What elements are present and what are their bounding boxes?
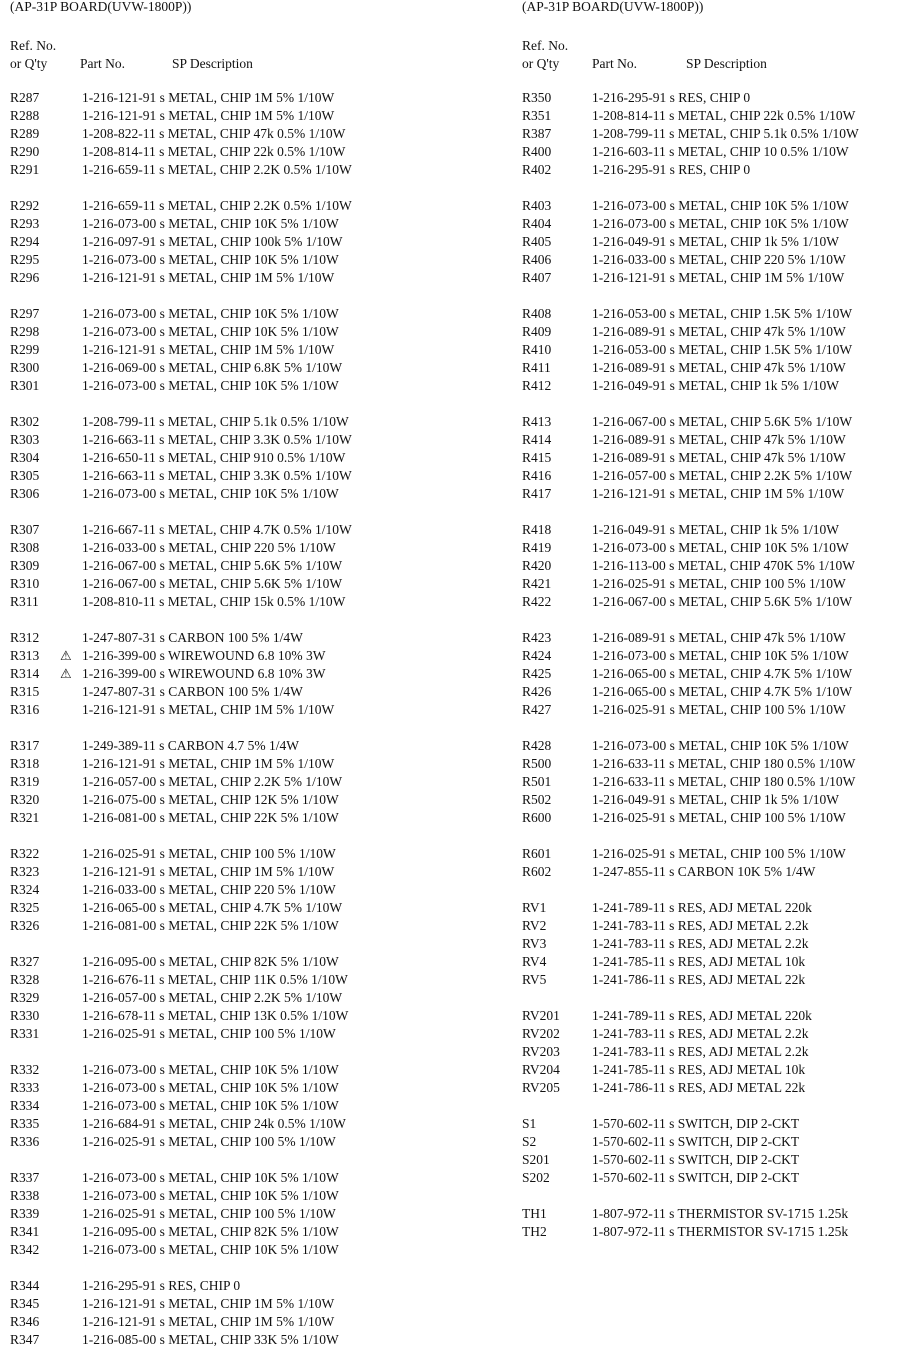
- part-description: 1-216-121-91 s METAL, CHIP 1M 5% 1/10W: [82, 342, 335, 357]
- ref-no: R295: [10, 252, 40, 267]
- part-description: 1-216-075-00 s METAL, CHIP 12K 5% 1/10W: [82, 792, 339, 807]
- ref-no: R350: [522, 90, 552, 105]
- ref-no: R405: [522, 234, 552, 249]
- part-description: 1-216-663-11 s METAL, CHIP 3.3K 0.5% 1/10W: [82, 432, 352, 447]
- part-description: 1-216-081-00 s METAL, CHIP 22K 5% 1/10W: [82, 810, 339, 825]
- ref-no: R306: [10, 486, 40, 501]
- ref-no: R327: [10, 954, 40, 969]
- part-description: 1-216-073-00 s METAL, CHIP 10K 5% 1/10W: [82, 216, 339, 231]
- part-description: 1-216-073-00 s METAL, CHIP 10K 5% 1/10W: [82, 486, 339, 501]
- ref-no: R313: [10, 648, 40, 663]
- ref-no: R326: [10, 918, 40, 933]
- ref-no: R408: [522, 306, 552, 321]
- part-description: 1-216-025-91 s METAL, CHIP 100 5% 1/10W: [82, 1134, 336, 1149]
- sp-description-header: SP Description: [686, 55, 767, 71]
- part-description: 1-216-089-91 s METAL, CHIP 47k 5% 1/10W: [592, 450, 846, 465]
- ref-no: R419: [522, 540, 552, 555]
- part-description: 1-216-073-00 s METAL, CHIP 10K 5% 1/10W: [82, 1062, 339, 1077]
- ref-no: R302: [10, 414, 40, 429]
- ref-no: R311: [10, 594, 39, 609]
- ref-no: R301: [10, 378, 40, 393]
- ref-no: R331: [10, 1026, 40, 1041]
- ref-no: R297: [10, 306, 40, 321]
- ref-no: R309: [10, 558, 40, 573]
- part-description: 1-241-785-11 s RES, ADJ METAL 10k: [592, 954, 806, 969]
- part-description: 1-216-295-91 s RES, CHIP 0: [592, 162, 751, 177]
- part-description: 1-216-089-91 s METAL, CHIP 47k 5% 1/10W: [592, 360, 846, 375]
- part-description: 1-216-053-00 s METAL, CHIP 1.5K 5% 1/10W: [592, 306, 853, 321]
- ref-no: R502: [522, 792, 552, 807]
- part-description: 1-216-121-91 s METAL, CHIP 1M 5% 1/10W: [82, 702, 335, 717]
- ref-no: R418: [522, 522, 552, 537]
- ref-no: R316: [10, 702, 40, 717]
- part-description: 1-216-121-91 s METAL, CHIP 1M 5% 1/10W: [82, 270, 335, 285]
- ref-no: S1: [522, 1116, 537, 1131]
- ref-no: R406: [522, 252, 552, 267]
- ref-no: R317: [10, 738, 40, 753]
- part-description: 1-241-789-11 s RES, ADJ METAL 220k: [592, 1008, 812, 1023]
- part-description: 1-216-065-00 s METAL, CHIP 4.7K 5% 1/10W: [592, 684, 853, 699]
- ref-no: R428: [522, 738, 552, 753]
- ref-no: R298: [10, 324, 40, 339]
- ref-no: R324: [10, 882, 40, 897]
- part-description: 1-216-684-91 s METAL, CHIP 24k 0.5% 1/10W: [82, 1116, 346, 1131]
- part-description: 1-216-399-00 s WIREWOUND 6.8 10% 3W: [82, 666, 326, 681]
- ref-no: RV1: [522, 900, 547, 915]
- part-description: 1-216-033-00 s METAL, CHIP 220 5% 1/10W: [82, 882, 336, 897]
- ref-no: R308: [10, 540, 40, 555]
- part-description: 1-216-097-91 s METAL, CHIP 100k 5% 1/10W: [82, 234, 343, 249]
- ref-no: R387: [522, 126, 552, 141]
- ref-no: R330: [10, 1008, 40, 1023]
- part-description: 1-216-678-11 s METAL, CHIP 13K 0.5% 1/10W: [82, 1008, 349, 1023]
- safety-warning-icon: ⚠: [60, 666, 72, 681]
- part-description: 1-216-049-91 s METAL, CHIP 1k 5% 1/10W: [592, 234, 840, 249]
- part-description: 1-216-025-91 s METAL, CHIP 100 5% 1/10W: [82, 1026, 336, 1041]
- ref-no: R421: [522, 576, 552, 591]
- part-description: 1-570-602-11 s SWITCH, DIP 2-CKT: [592, 1116, 800, 1131]
- part-description: 1-216-065-00 s METAL, CHIP 4.7K 5% 1/10W: [592, 666, 853, 681]
- part-description: 1-216-121-91 s METAL, CHIP 1M 5% 1/10W: [82, 864, 335, 879]
- ref-no: R412: [522, 378, 552, 393]
- part-description: 1-216-073-00 s METAL, CHIP 10K 5% 1/10W: [82, 252, 339, 267]
- ref-no: RV3: [522, 936, 547, 951]
- part-description: 1-216-049-91 s METAL, CHIP 1k 5% 1/10W: [592, 378, 840, 393]
- ref-no: R411: [522, 360, 551, 375]
- ref-no: R332: [10, 1062, 40, 1077]
- ref-no: R305: [10, 468, 40, 483]
- ref-no: RV2: [522, 918, 547, 933]
- ref-no: R600: [522, 810, 552, 825]
- ref-no: R426: [522, 684, 552, 699]
- part-description: 1-216-073-00 s METAL, CHIP 10K 5% 1/10W: [82, 1188, 339, 1203]
- ref-no: R346: [10, 1314, 40, 1329]
- ref-no: R345: [10, 1296, 40, 1311]
- part-description: 1-241-783-11 s RES, ADJ METAL 2.2k: [592, 1044, 809, 1059]
- ref-no: R402: [522, 162, 552, 177]
- ref-no: R328: [10, 972, 40, 987]
- ref-header-line1: Ref. No.: [10, 38, 57, 53]
- part-description: 1-216-073-00 s METAL, CHIP 10K 5% 1/10W: [82, 1170, 339, 1185]
- ref-header-line2: or Q'ty: [10, 55, 48, 71]
- part-description: 1-216-121-91 s METAL, CHIP 1M 5% 1/10W: [82, 1296, 335, 1311]
- ref-no: R299: [10, 342, 40, 357]
- ref-no: R315: [10, 684, 40, 699]
- ref-no: R325: [10, 900, 40, 915]
- part-description: 1-216-049-91 s METAL, CHIP 1k 5% 1/10W: [592, 522, 840, 537]
- ref-no: R291: [10, 162, 40, 177]
- ref-no: R335: [10, 1116, 40, 1131]
- ref-no: R342: [10, 1242, 40, 1257]
- ref-no: R422: [522, 594, 552, 609]
- ref-no: R296: [10, 270, 40, 285]
- ref-no: R322: [10, 846, 40, 861]
- part-description: 1-216-069-00 s METAL, CHIP 6.8K 5% 1/10W: [82, 360, 343, 375]
- part-description: 1-216-089-91 s METAL, CHIP 47k 5% 1/10W: [592, 630, 846, 645]
- ref-no: R333: [10, 1080, 40, 1095]
- part-description: 1-570-602-11 s SWITCH, DIP 2-CKT: [592, 1170, 800, 1185]
- ref-no: R290: [10, 144, 40, 159]
- part-description: 1-216-295-91 s RES, CHIP 0: [82, 1278, 241, 1293]
- part-description: 1-241-789-11 s RES, ADJ METAL 220k: [592, 900, 812, 915]
- ref-no: R304: [10, 450, 40, 465]
- ref-no: R351: [522, 108, 552, 123]
- part-description: 1-216-025-91 s METAL, CHIP 100 5% 1/10W: [82, 846, 336, 861]
- part-description: 1-216-085-00 s METAL, CHIP 33K 5% 1/10W: [82, 1332, 339, 1347]
- ref-no: R310: [10, 576, 40, 591]
- part-description: 1-216-073-00 s METAL, CHIP 10K 5% 1/10W: [592, 540, 849, 555]
- part-description: 1-216-057-00 s METAL, CHIP 2.2K 5% 1/10W: [592, 468, 853, 483]
- ref-no: R312: [10, 630, 40, 645]
- part-description: 1-570-602-11 s SWITCH, DIP 2-CKT: [592, 1134, 800, 1149]
- part-description: 1-570-602-11 s SWITCH, DIP 2-CKT: [592, 1152, 800, 1167]
- column-header: [522, 37, 767, 72]
- part-description: 1-216-081-00 s METAL, CHIP 22K 5% 1/10W: [82, 918, 339, 933]
- ref-no: R344: [10, 1278, 40, 1293]
- ref-no: R347: [10, 1332, 40, 1347]
- part-description: 1-216-073-00 s METAL, CHIP 10K 5% 1/10W: [82, 378, 339, 393]
- part-description: 1-241-786-11 s RES, ADJ METAL 22k: [592, 972, 806, 987]
- part-description: 1-241-783-11 s RES, ADJ METAL 2.2k: [592, 918, 809, 933]
- part-description: 1-216-089-91 s METAL, CHIP 47k 5% 1/10W: [592, 432, 846, 447]
- ref-no: R425: [522, 666, 552, 681]
- ref-no: R424: [522, 648, 552, 663]
- ref-no: R294: [10, 234, 40, 249]
- ref-no: R288: [10, 108, 40, 123]
- part-description: 1-216-073-00 s METAL, CHIP 10K 5% 1/10W: [82, 306, 339, 321]
- part-description: 1-216-067-00 s METAL, CHIP 5.6K 5% 1/10W: [592, 414, 853, 429]
- part-description: 1-216-067-00 s METAL, CHIP 5.6K 5% 1/10W: [592, 594, 853, 609]
- part-description: 1-216-025-91 s METAL, CHIP 100 5% 1/10W: [592, 576, 846, 591]
- ref-no: R404: [522, 216, 552, 231]
- ref-no: R409: [522, 324, 552, 339]
- part-description: 1-208-810-11 s METAL, CHIP 15k 0.5% 1/10W: [82, 594, 346, 609]
- ref-no: RV201: [522, 1008, 560, 1023]
- ref-no: R336: [10, 1134, 40, 1149]
- part-no-header: Part No.: [80, 55, 125, 71]
- part-description: 1-216-057-00 s METAL, CHIP 2.2K 5% 1/10W: [82, 990, 343, 1005]
- board-title: (AP-31P BOARD(UVW-1800P)): [10, 0, 192, 14]
- part-description: 1-216-073-00 s METAL, CHIP 10K 5% 1/10W: [592, 216, 849, 231]
- board-title: (AP-31P BOARD(UVW-1800P)): [522, 0, 704, 14]
- part-description: 1-216-067-00 s METAL, CHIP 5.6K 5% 1/10W: [82, 558, 343, 573]
- part-description: 1-249-389-11 s CARBON 4.7 5% 1/4W: [82, 738, 299, 753]
- part-description: 1-216-659-11 s METAL, CHIP 2.2K 0.5% 1/10W: [82, 162, 352, 177]
- ref-no: RV5: [522, 972, 547, 987]
- ref-no: R417: [522, 486, 552, 501]
- ref-no: S201: [522, 1152, 550, 1167]
- ref-no: RV205: [522, 1080, 560, 1095]
- ref-no: R292: [10, 198, 40, 213]
- ref-no: R319: [10, 774, 40, 789]
- part-description: 1-216-667-11 s METAL, CHIP 4.7K 0.5% 1/10W: [82, 522, 352, 537]
- ref-no: R400: [522, 144, 552, 159]
- ref-no: R341: [10, 1224, 40, 1239]
- part-description: 1-216-057-00 s METAL, CHIP 2.2K 5% 1/10W: [82, 774, 343, 789]
- part-description: 1-247-807-31 s CARBON 100 5% 1/4W: [82, 630, 303, 645]
- ref-no: R323: [10, 864, 40, 879]
- part-description: 1-216-025-91 s METAL, CHIP 100 5% 1/10W: [592, 702, 846, 717]
- ref-no: R287: [10, 90, 40, 105]
- ref-no: R427: [522, 702, 552, 717]
- part-description: 1-216-067-00 s METAL, CHIP 5.6K 5% 1/10W: [82, 576, 343, 591]
- part-description: 1-216-113-00 s METAL, CHIP 470K 5% 1/10W: [592, 558, 856, 573]
- ref-no: R289: [10, 126, 40, 141]
- part-description: 1-216-033-00 s METAL, CHIP 220 5% 1/10W: [592, 252, 846, 267]
- ref-no: RV202: [522, 1026, 560, 1041]
- part-description: 1-216-025-91 s METAL, CHIP 100 5% 1/10W: [592, 810, 846, 825]
- part-description: 1-241-785-11 s RES, ADJ METAL 10k: [592, 1062, 806, 1077]
- part-description: 1-208-814-11 s METAL, CHIP 22k 0.5% 1/10W: [592, 108, 856, 123]
- ref-no: S202: [522, 1170, 550, 1185]
- part-description: 1-807-972-11 s THERMISTOR SV-1715 1.25k: [592, 1224, 849, 1239]
- part-description: 1-216-399-00 s WIREWOUND 6.8 10% 3W: [82, 648, 326, 663]
- ref-no: R601: [522, 846, 552, 861]
- ref-no: R300: [10, 360, 40, 375]
- part-description: 1-216-603-11 s METAL, CHIP 10 0.5% 1/10W: [592, 144, 849, 159]
- column-header: [10, 37, 253, 72]
- part-description: 1-807-972-11 s THERMISTOR SV-1715 1.25k: [592, 1206, 849, 1221]
- ref-no: R338: [10, 1188, 40, 1203]
- ref-no: R413: [522, 414, 552, 429]
- part-description: 1-216-121-91 s METAL, CHIP 1M 5% 1/10W: [82, 90, 335, 105]
- ref-no: S2: [522, 1134, 537, 1149]
- ref-no: TH2: [522, 1224, 547, 1239]
- part-description: 1-216-121-91 s METAL, CHIP 1M 5% 1/10W: [82, 756, 335, 771]
- ref-no: R329: [10, 990, 40, 1005]
- ref-no: RV4: [522, 954, 547, 969]
- part-description: 1-216-049-91 s METAL, CHIP 1k 5% 1/10W: [592, 792, 840, 807]
- ref-no: R337: [10, 1170, 40, 1185]
- ref-no: R403: [522, 198, 552, 213]
- ref-no: R501: [522, 774, 552, 789]
- ref-no: RV204: [522, 1062, 560, 1077]
- ref-no: R420: [522, 558, 552, 573]
- part-description: 1-216-121-91 s METAL, CHIP 1M 5% 1/10W: [592, 270, 845, 285]
- ref-no: R423: [522, 630, 552, 645]
- safety-warning-icon: ⚠: [60, 648, 72, 663]
- part-description: 1-216-659-11 s METAL, CHIP 2.2K 0.5% 1/10W: [82, 198, 352, 213]
- part-description: 1-216-633-11 s METAL, CHIP 180 0.5% 1/10W: [592, 774, 856, 789]
- part-description: 1-208-822-11 s METAL, CHIP 47k 0.5% 1/10W: [82, 126, 346, 141]
- part-description: 1-216-095-00 s METAL, CHIP 82K 5% 1/10W: [82, 1224, 339, 1239]
- part-description: 1-216-073-00 s METAL, CHIP 10K 5% 1/10W: [82, 324, 339, 339]
- part-description: 1-216-073-00 s METAL, CHIP 10K 5% 1/10W: [592, 648, 849, 663]
- part-no-header: Part No.: [592, 55, 637, 71]
- ref-no: R500: [522, 756, 552, 771]
- ref-no: R307: [10, 522, 40, 537]
- ref-no: R318: [10, 756, 40, 771]
- part-description: 1-247-855-11 s CARBON 10K 5% 1/4W: [592, 864, 816, 879]
- part-description: 1-241-783-11 s RES, ADJ METAL 2.2k: [592, 936, 809, 951]
- part-description: 1-216-073-00 s METAL, CHIP 10K 5% 1/10W: [82, 1098, 339, 1113]
- ref-no: R320: [10, 792, 40, 807]
- part-description: 1-216-025-91 s METAL, CHIP 100 5% 1/10W: [82, 1206, 336, 1221]
- part-description: 1-216-025-91 s METAL, CHIP 100 5% 1/10W: [592, 846, 846, 861]
- part-description: 1-208-799-11 s METAL, CHIP 5.1k 0.5% 1/10W: [82, 414, 349, 429]
- ref-no: R416: [522, 468, 552, 483]
- part-description: 1-216-676-11 s METAL, CHIP 11K 0.5% 1/10W: [82, 972, 348, 987]
- ref-no: R339: [10, 1206, 40, 1221]
- part-description: 1-216-121-91 s METAL, CHIP 1M 5% 1/10W: [82, 1314, 335, 1329]
- part-description: 1-216-121-91 s METAL, CHIP 1M 5% 1/10W: [82, 108, 335, 123]
- part-description: 1-216-065-00 s METAL, CHIP 4.7K 5% 1/10W: [82, 900, 343, 915]
- part-description: 1-216-073-00 s METAL, CHIP 10K 5% 1/10W: [592, 198, 849, 213]
- part-description: 1-247-807-31 s CARBON 100 5% 1/4W: [82, 684, 303, 699]
- part-description: 1-216-053-00 s METAL, CHIP 1.5K 5% 1/10W: [592, 342, 853, 357]
- ref-no: R334: [10, 1098, 40, 1113]
- ref-no: R410: [522, 342, 552, 357]
- part-description: 1-216-663-11 s METAL, CHIP 3.3K 0.5% 1/10W: [82, 468, 352, 483]
- part-description: 1-216-095-00 s METAL, CHIP 82K 5% 1/10W: [82, 954, 339, 969]
- part-description: 1-208-799-11 s METAL, CHIP 5.1k 0.5% 1/10W: [592, 126, 859, 141]
- part-description: 1-216-295-91 s RES, CHIP 0: [592, 90, 751, 105]
- part-description: 1-216-650-11 s METAL, CHIP 910 0.5% 1/10W: [82, 450, 346, 465]
- part-description: 1-216-073-00 s METAL, CHIP 10K 5% 1/10W: [82, 1242, 339, 1257]
- part-description: 1-216-033-00 s METAL, CHIP 220 5% 1/10W: [82, 540, 336, 555]
- part-description: 1-241-783-11 s RES, ADJ METAL 2.2k: [592, 1026, 809, 1041]
- ref-no: TH1: [522, 1206, 547, 1221]
- ref-no: R602: [522, 864, 552, 879]
- ref-header-line1: Ref. No.: [522, 38, 569, 53]
- ref-no: R321: [10, 810, 40, 825]
- ref-no: R407: [522, 270, 552, 285]
- ref-no: R314: [10, 666, 40, 681]
- ref-no: RV203: [522, 1044, 560, 1059]
- part-description: 1-216-633-11 s METAL, CHIP 180 0.5% 1/10W: [592, 756, 856, 771]
- ref-no: R415: [522, 450, 552, 465]
- ref-header-line2: or Q'ty: [522, 55, 560, 71]
- part-description: 1-208-814-11 s METAL, CHIP 22k 0.5% 1/10W: [82, 144, 346, 159]
- ref-no: R414: [522, 432, 552, 447]
- part-description: 1-216-073-00 s METAL, CHIP 10K 5% 1/10W: [592, 738, 849, 753]
- part-description: 1-241-786-11 s RES, ADJ METAL 22k: [592, 1080, 806, 1095]
- ref-no: R293: [10, 216, 40, 231]
- sp-description-header: SP Description: [172, 55, 253, 71]
- part-description: 1-216-089-91 s METAL, CHIP 47k 5% 1/10W: [592, 324, 846, 339]
- part-description: 1-216-073-00 s METAL, CHIP 10K 5% 1/10W: [82, 1080, 339, 1095]
- ref-no: R303: [10, 432, 40, 447]
- part-description: 1-216-121-91 s METAL, CHIP 1M 5% 1/10W: [592, 486, 845, 501]
